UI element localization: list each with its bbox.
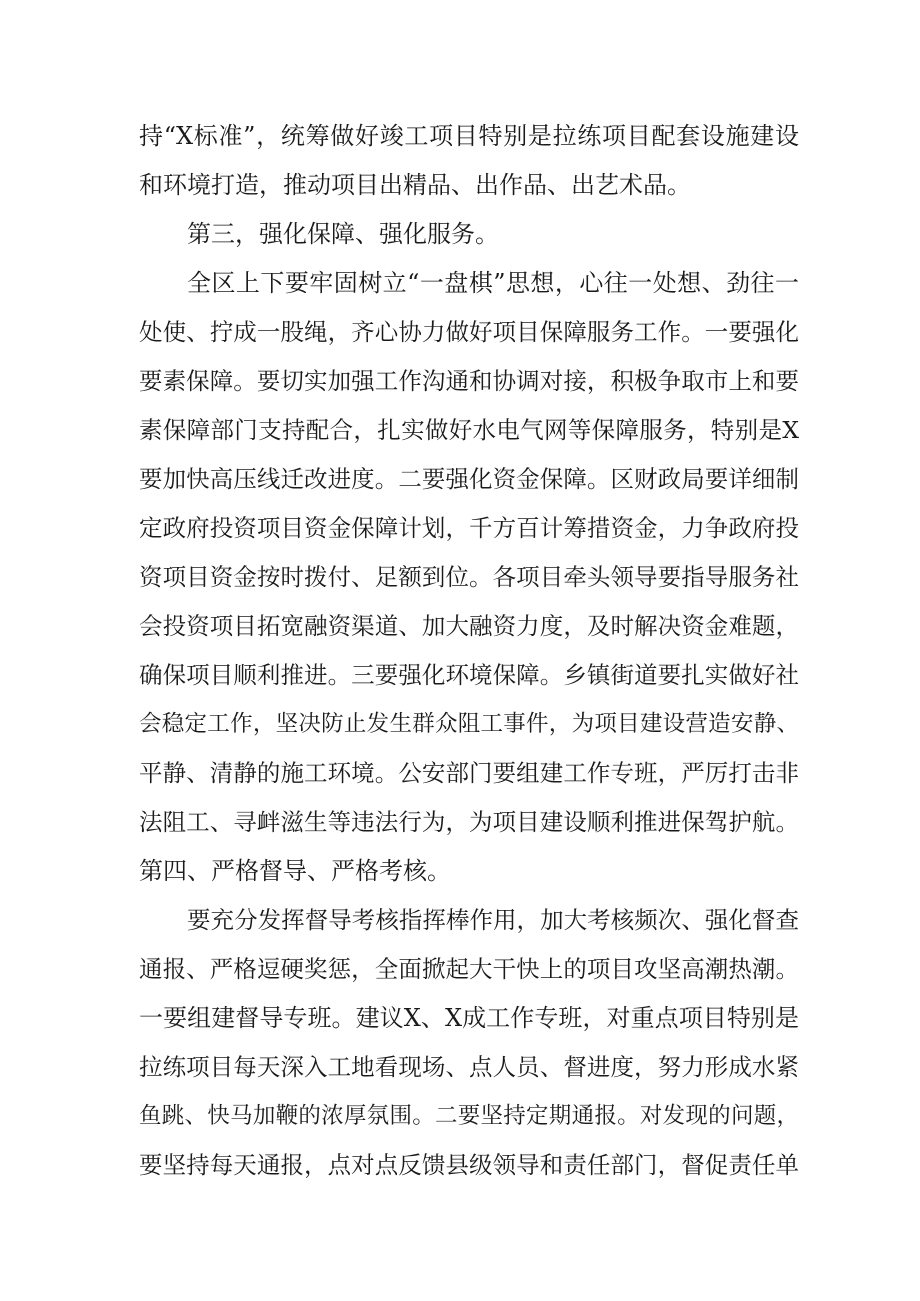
- text-line-15: 法阻工、寻衅滋生等违法行为，为项目建设顺利推进保驾护航。: [139, 808, 799, 836]
- text-line-19: 一要组建督导专班。建议X、X成工作专班，对重点项目特别是: [139, 1004, 799, 1032]
- text-line-5: 处使、拧成一股绳，齐心协力做好项目保障服务工作。一要强化: [139, 318, 799, 346]
- text-line-12: 确保项目顺利推进。三要强化环境保障。乡镇街道要扎实做好社: [139, 661, 799, 689]
- text-line-4: 全区上下要牢固树立“一盘棋”思想，心往一处想、劲往一: [187, 269, 799, 297]
- text-line-10: 资项目资金按时拨付、足额到位。各项目牵头领导要指导服务社: [139, 563, 799, 591]
- text-line-13: 会稳定工作，坚决防止发生群众阻工事件，为项目建设营造安静、: [139, 711, 799, 737]
- text-line-1: 持“X标准”，统筹做好竣工项目特别是拉练项目配套设施建设: [139, 122, 799, 150]
- text-line-17: 要充分发挥督导考核指挥棒作用，加大考核频次、强化督查: [187, 906, 799, 934]
- text-line-11: 会投资项目拓宽融资渠道、加大融资力度，及时解决资金难题，: [139, 612, 799, 640]
- text-line-18: 通报、严格逗硬奖惩，全面掀起大干快上的项目攻坚高潮热潮。: [139, 955, 799, 983]
- text-line-6: 要素保障。要切实加强工作沟通和协调对接，积极争取市上和要: [139, 367, 799, 395]
- text-line-9: 定政府投资项目资金保障计划，千方百计筹措资金，力争政府投: [139, 514, 799, 542]
- text-line-22: 要坚持每天通报，点对点反馈县级领导和责任部门，督促责任单: [139, 1151, 799, 1179]
- text-line-2: 和环境打造，推动项目出精品、出作品、出艺术品。: [139, 171, 691, 199]
- text-line-8: 要加快高压线迁改进度。二要强化资金保障。区财政局要详细制: [139, 465, 799, 493]
- text-line-7: 素保障部门支持配合，扎实做好水电气网等保障服务，特别是X: [139, 416, 799, 444]
- text-line-14: 平静、清静的施工环境。公安部门要组建工作专班，严厉打击非: [139, 759, 799, 787]
- section-heading-3: 第三，强化保障、强化服务。: [187, 220, 499, 248]
- section-heading-4: 第四、严格督导、严格考核。: [139, 857, 451, 885]
- text-line-20: 拉练项目每天深入工地看现场、点人员、督进度，努力形成水紧: [139, 1053, 799, 1081]
- text-line-21: 鱼跳、快马加鞭的浓厚氛围。二要坚持定期通报。对发现的问题，: [139, 1103, 799, 1129]
